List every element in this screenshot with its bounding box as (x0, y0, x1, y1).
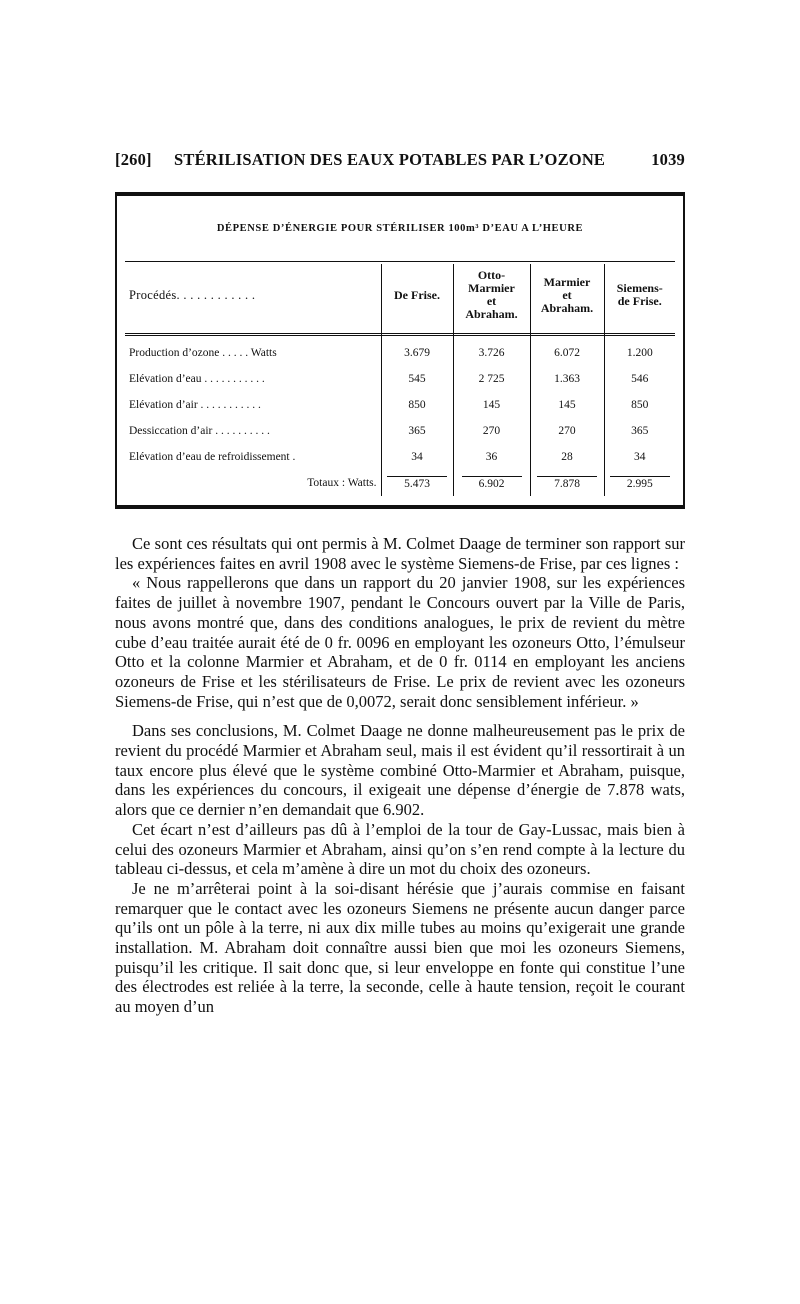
total-value: 6.902 (462, 476, 522, 490)
cell-value: 3.679 (381, 326, 453, 366)
row-label: Dessiccation d’air . . . . . . . . . . (129, 425, 270, 437)
total-value: 2.995 (610, 476, 670, 490)
cell-value: 2 725 (453, 366, 530, 392)
energy-table (127, 264, 675, 496)
cell-value: 34 (604, 444, 675, 470)
page-number: 1039 (651, 150, 685, 169)
table-row (127, 392, 675, 418)
column-header-siemens-de-frise: Siemens- de Frise. (604, 264, 675, 326)
cell-value: 850 (604, 392, 675, 418)
page-title: STÉRILISATION DES EAUX POTABLES PAR L’OZONE (174, 150, 606, 169)
total-value: 5.473 (387, 476, 447, 490)
table-header-row (127, 264, 675, 326)
cell-value: 145 (453, 392, 530, 418)
table-row (127, 444, 675, 470)
table-caption: DÉPENSE D’ÉNERGIE POUR STÉRILISER 100m³ D’EAU A L’HEURE (216, 223, 584, 234)
row-label: Elévation d’eau . . . . . . . . . . . (129, 373, 265, 385)
cell-value: 3.726 (453, 326, 530, 366)
running-head (115, 150, 685, 176)
cell-value: 6.072 (530, 326, 604, 366)
column-header-procedes: Procédés. . . . . . . . . . . . (129, 287, 256, 302)
cell-value: 270 (453, 418, 530, 444)
row-label: Production d’ozone . . . . . Watts (129, 347, 277, 359)
quoted-paragraph: « Nous rappellerons que dans un rapport du 20 janvier 1908, sur les expériences faites de juillet à novembre 1907, pendant le Concours ouvert par la Ville de Paris, nous avons montré que, dans des conditions analogues, le prix de revient du mètre cube d’eau traitée aurait été de 0 fr. 0096 en employant les ozoneurs Otto, l’émulseur Otto et la colonne Marmier et Abraham, et de 0 fr. 0114 en employant les anciens ozoneurs de Frise et les stérilisateurs de Frise. Le prix de revient avec les ozoneurs Siemens-de Frise, qui n’est que de 0,0072, serait donc sensiblement inférieur. » (115, 573, 685, 711)
column-header-otto-marmier: Otto- Marmier et Abraham. (453, 264, 530, 326)
column-header-de-frise: De Frise. (381, 264, 453, 326)
paragraph: Je ne m’arrêterai point à la soi-disant hérésie que j’aurais commise en faisant remarquer que le contact avec les ozoneurs Siemens ne présente aucun danger parce qu’ils ont un pôle à la terre, ni aux dix mille tubes au moins qu’exigerait une grande installation. M. Abraham doit connaître aussi bien que moi les ozoneurs Siemens, puisqu’il les critique. Il sait donc que, si leur enveloppe en fonte qui constitue l’une des électrodes est reliée à la terre, la seconde, celle à haute tension, reçoit le courant au moyen d’un (115, 878, 685, 1017)
section-number: [260] (115, 150, 152, 169)
totals-row (127, 470, 675, 496)
cell-value: 545 (381, 366, 453, 392)
body-text (115, 534, 685, 1017)
cell-value: 145 (530, 392, 604, 418)
cell-value: 270 (530, 418, 604, 444)
table-row (127, 418, 675, 444)
cell-value: 28 (530, 444, 604, 470)
cell-value: 36 (453, 444, 530, 470)
cell-value: 850 (381, 392, 453, 418)
cell-value: 1.363 (530, 366, 604, 392)
cell-value: 365 (381, 418, 453, 444)
table-row (127, 366, 675, 392)
table-row (127, 326, 675, 366)
cell-value: 546 (604, 366, 675, 392)
paragraph: Cet écart n’est d’ailleurs pas dû à l’emploi de la tour de Gay-Lussac, mais bien à celui des ozoneurs Marmier et Abraham, ainsi qu’on s’en rend compte à la lecture du tableau ci-dessus, et cela m’amène à dire un mot du choix des ozoneurs. (115, 819, 685, 879)
table-rule-top (125, 261, 675, 262)
totals-label: Totaux : Watts. (307, 477, 377, 489)
row-label: Elévation d’air . . . . . . . . . . . (129, 399, 261, 411)
cell-value: 34 (381, 444, 453, 470)
column-header-marmier-abraham: Marmier et Abraham. (530, 264, 604, 326)
total-value: 7.878 (537, 476, 597, 490)
paragraph: Dans ses conclusions, M. Colmet Daage ne donne malheureusement pas le prix de revient du procédé Marmier et Abraham seul, mais il est évident qu’il ressortirait à un taux encore plus élevé que le système combiné Otto-Marmier et Abraham, puisque, dans les expériences du concours, il exigeait une dépense d’énergie de 7.878 wats, alors que ce dernier n’en demandait que 6.902. (115, 721, 685, 820)
row-label: Elévation d’eau de refroidissement . (129, 451, 296, 463)
cell-value: 365 (604, 418, 675, 444)
paragraph: Ce sont ces résultats qui ont permis à M. Colmet Daage de terminer son rapport sur les expériences faites en avril 1908 avec le système Siemens-de Frise, par ces lignes : (115, 534, 685, 573)
energy-table-frame (115, 192, 685, 509)
cell-value: 1.200 (604, 326, 675, 366)
